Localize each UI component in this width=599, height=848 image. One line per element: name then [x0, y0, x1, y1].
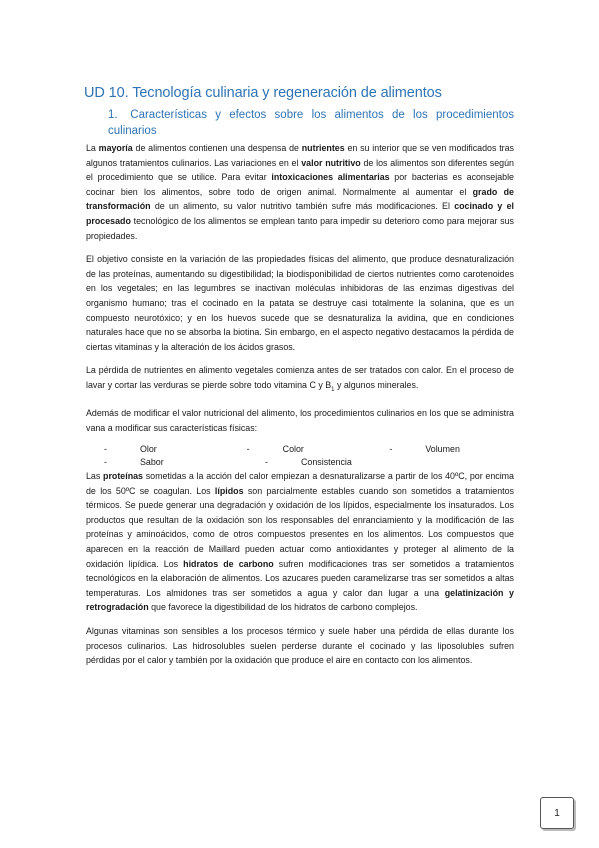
bold-term: lípidos	[214, 485, 244, 496]
bold-term: proteínas	[103, 471, 143, 482]
bold-term: grado de transformación	[86, 186, 514, 212]
bullet-dash: -	[246, 444, 250, 455]
bullet-dash: -	[104, 457, 107, 468]
bold-term: nutrientes	[301, 143, 345, 153]
list-item	[247, 456, 408, 469]
text-run: en su interior que se ven modificados tras algunos tratamientos culinarios. Las variaciones en el	[86, 143, 514, 168]
bold-term: cocinado y el procesado	[86, 201, 514, 226]
text-run: Las	[86, 471, 104, 482]
p3-text: La pérdida de nutrientes en alimento vegetales comienza antes de ser tratados con calor. En el proceso de lavar y cortar las verduras se pierde sobre todo vitamina C y B	[86, 365, 514, 390]
text-run: de los alimentos son diferentes según el procedimiento que se utilice. Para evitar	[86, 157, 514, 183]
paragraph-macronutrients	[86, 469, 514, 615]
text-run: por bacterias es aconsejable cocinar bien los alimentos, sobre todo de origen animal. Normalmente al aumentar el	[86, 172, 514, 197]
bold-term: gelatinización y retrogradación	[86, 587, 514, 613]
bold-term: mayoría	[98, 143, 133, 153]
page-number: 1	[554, 807, 560, 819]
list-item	[229, 443, 372, 456]
text-run: La	[86, 143, 99, 153]
characteristics-row	[86, 443, 514, 456]
list-item-label: Olor	[140, 444, 157, 455]
text-run: son parcialmente estables cuando son sometidos a tratamientos térmicos. Se puede generar una degradación y oxidación de los lípidos, especialmente los insaturados. Los productos que resultan de la oxidación son los responsables del enranciamiento y la modificación de las proteínas y aminoácidos, como de otros compuestos presentes en los alimentos. Los compuestos que aparecen en la reacción de Maillard pueden actuar como antioxidantes y proteger al alimento de la oxidación lipídica. Los	[86, 485, 514, 569]
unit-title: UD 10. Tecnología culinaria y regeneración de alimentos	[84, 85, 442, 101]
characteristics-list	[86, 443, 514, 469]
paragraph-nutrients	[86, 141, 514, 243]
bold-term: valor nutritivo	[301, 157, 361, 168]
list-item	[86, 443, 229, 456]
paragraph-vegetable-losses	[86, 363, 514, 397]
list-item-label: Color	[282, 444, 304, 455]
text-run: sufren modificaciones tras ser sometidos a tratamientos tecnológicos en la elaboración de alimentos. Los azucares pueden caramelizarse tras ser sometidos a altas temperaturas. Los almidones tras ser sometidos a agua y calor dan lugar a una	[86, 558, 514, 598]
text-run: sometidas a la acción del calor empiezan a desnaturalizarse a partir de los 40ºC, por encima de los 50ºC se coagulan. Los	[86, 471, 514, 496]
text-run: de alimentos contienen una despensa de	[132, 143, 302, 153]
bold-term: intoxicaciones alimentarias	[271, 172, 390, 183]
p3-text-end: y algunos minerales.	[334, 379, 419, 390]
paragraph-physical-changes: Además de modificar el valor nutricional del alimento, los procedimientos culinarios en los que se administra vana a modificar sus características físicas:	[86, 408, 514, 433]
bullet-dash: -	[265, 457, 268, 468]
bold-term: hidratos de carbono	[183, 558, 274, 569]
vitamin-subscript: 1	[331, 386, 335, 393]
list-item-label: Consistencia	[301, 457, 352, 468]
list-item	[86, 456, 247, 469]
section-number: 1.	[108, 109, 118, 121]
text-run: que favorece la digestibilidad de los hidratos de carbono complejos.	[148, 602, 418, 613]
list-item	[371, 443, 514, 456]
bullet-dash: -	[389, 444, 393, 455]
characteristics-row	[86, 456, 514, 469]
section-heading	[108, 108, 514, 139]
page-number-box	[540, 797, 574, 829]
text-run: tecnológico de los alimentos se emplean tanto para impedir su deterioro como para mejorar sus propiedades.	[86, 215, 514, 241]
text-run: de un alimento, su valor nutritivo también sufre más modificaciones. El	[150, 201, 455, 212]
list-item-label: Sabor	[140, 457, 164, 468]
document-body	[86, 141, 514, 677]
list-item-label: Volumen	[425, 444, 460, 455]
section-title: Características y efectos sobre los alimentos de los procedimientos culinarios	[108, 109, 514, 137]
paragraph-vitamins: Algunas vitaminas son sensibles a los procesos térmico y suele haber una pérdida de ellas durante los procesos culinarios. Las hidrosolubles suelen perderse durante el cocinado y las liposolubles sufren pérdidas por el calor y también por la oxidación que produce el aire en contacto con los alimentos.	[86, 626, 514, 666]
bullet-dash: -	[104, 444, 107, 455]
paragraph-objective: El objetivo consiste en la variación de las propiedades físicas del alimento, que produce desnaturalización de las proteínas, aumentando su digestibilidad; la biodisponibilidad de ciertos nutrientes como carotenoides en los vegetales; en las legumbres se inactivan moléculas inhibidoras de las enzimas digestivas del organismo humano; tras el cocinado en la patata se destruye casi totalmente la solanina, que es un compuesto neurotóxico; y en los huevos sucede que se desnaturaliza la avidina, que en condiciones naturales hace que no se absorba la biotina. Sin embargo, en el aspecto negativo destacamos la pérdida de ciertas vitaminas y la alteración de los ácidos grasos.	[86, 254, 514, 352]
